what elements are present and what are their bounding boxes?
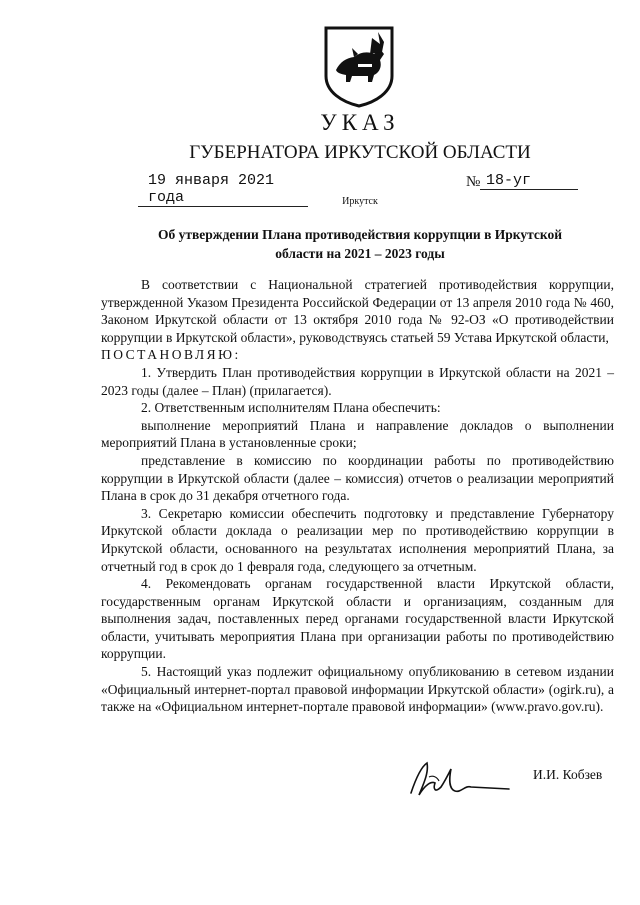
decree-number-label: № bbox=[466, 174, 481, 190]
decree-date: 19 января 2021 года bbox=[138, 172, 308, 207]
paragraph-2b: представление в комиссию по координации работы по противодействию коррупции в Иркутской области (далее – комиссия) отчетов о реализации мероприятий Плана в срок до 31 декабря отчетного года. bbox=[101, 452, 614, 504]
decree-title: УКАЗ bbox=[320, 110, 400, 135]
paragraph-3: 3. Секретарю комиссии обеспечить подготовку и представление Губернатору Иркутской области доклада о реализации мер по противодействию коррупции в Иркутской области, основанного на результатах исполнения мероприятий Плана, за отчетный год в срок до 1 февраля года, следующего за отчетным. bbox=[101, 505, 614, 574]
decree-issuer: ГУБЕРНАТОРА ИРКУТСКОЙ ОБЛАСТИ bbox=[189, 142, 531, 163]
preamble-paragraph: В соответствии с Национальной стратегией противодействия коррупции, утвержденной Указом Президента Российской Федерации от 13 апреля 2010 года № 460, Законом Иркутской области от 13 октября 2010 года № 92-ОЗ «О противодействии коррупции в Иркутской области», руководствуясь статьей 59 Устава Иркутской области, bbox=[101, 277, 614, 345]
paragraph-4: 4. Рекомендовать органам государственной власти Иркутской области, государственным органам Иркутской области и организациям, созданным для выполнения задач, поставленных перед органами государственной власти Иркутской области, учитывать мероприятия Плана при организации работы по противодействию коррупции. bbox=[101, 576, 614, 662]
decree-body bbox=[101, 276, 614, 716]
decree-word: ПОСТАНОВЛЯЮ: bbox=[101, 347, 241, 363]
handwritten-signature-icon bbox=[405, 755, 515, 805]
document-heading: Об утверждении Плана противодействия коррупции в Иркутской области на 2021 – 2023 годы bbox=[158, 227, 562, 261]
paragraph-2a: выполнение мероприятий Плана и направление докладов о выполнении мероприятий Плана в установленные сроки; bbox=[101, 417, 614, 451]
decree-number: 18-уг bbox=[480, 172, 578, 190]
signer-name: И.И. Кобзев bbox=[533, 767, 603, 782]
decree-city: Иркутск bbox=[342, 196, 378, 207]
coat-of-arms-icon bbox=[322, 24, 396, 108]
paragraph-1: 1. Утвердить План противодействия коррупции в Иркутской области на 2021 – 2023 годы (далее – План) (прилагается). bbox=[101, 364, 614, 398]
paragraph-2: 2. Ответственным исполнителям Плана обеспечить: bbox=[141, 400, 441, 416]
paragraph-5: 5. Настоящий указ подлежит официальному опубликованию в сетевом издании «Официальный интернет-портал правовой информации Иркутской области» (ogirk.ru), а также на «Официальном интернет-портале правовой информации» (www.pravo.gov.ru). bbox=[101, 664, 614, 715]
